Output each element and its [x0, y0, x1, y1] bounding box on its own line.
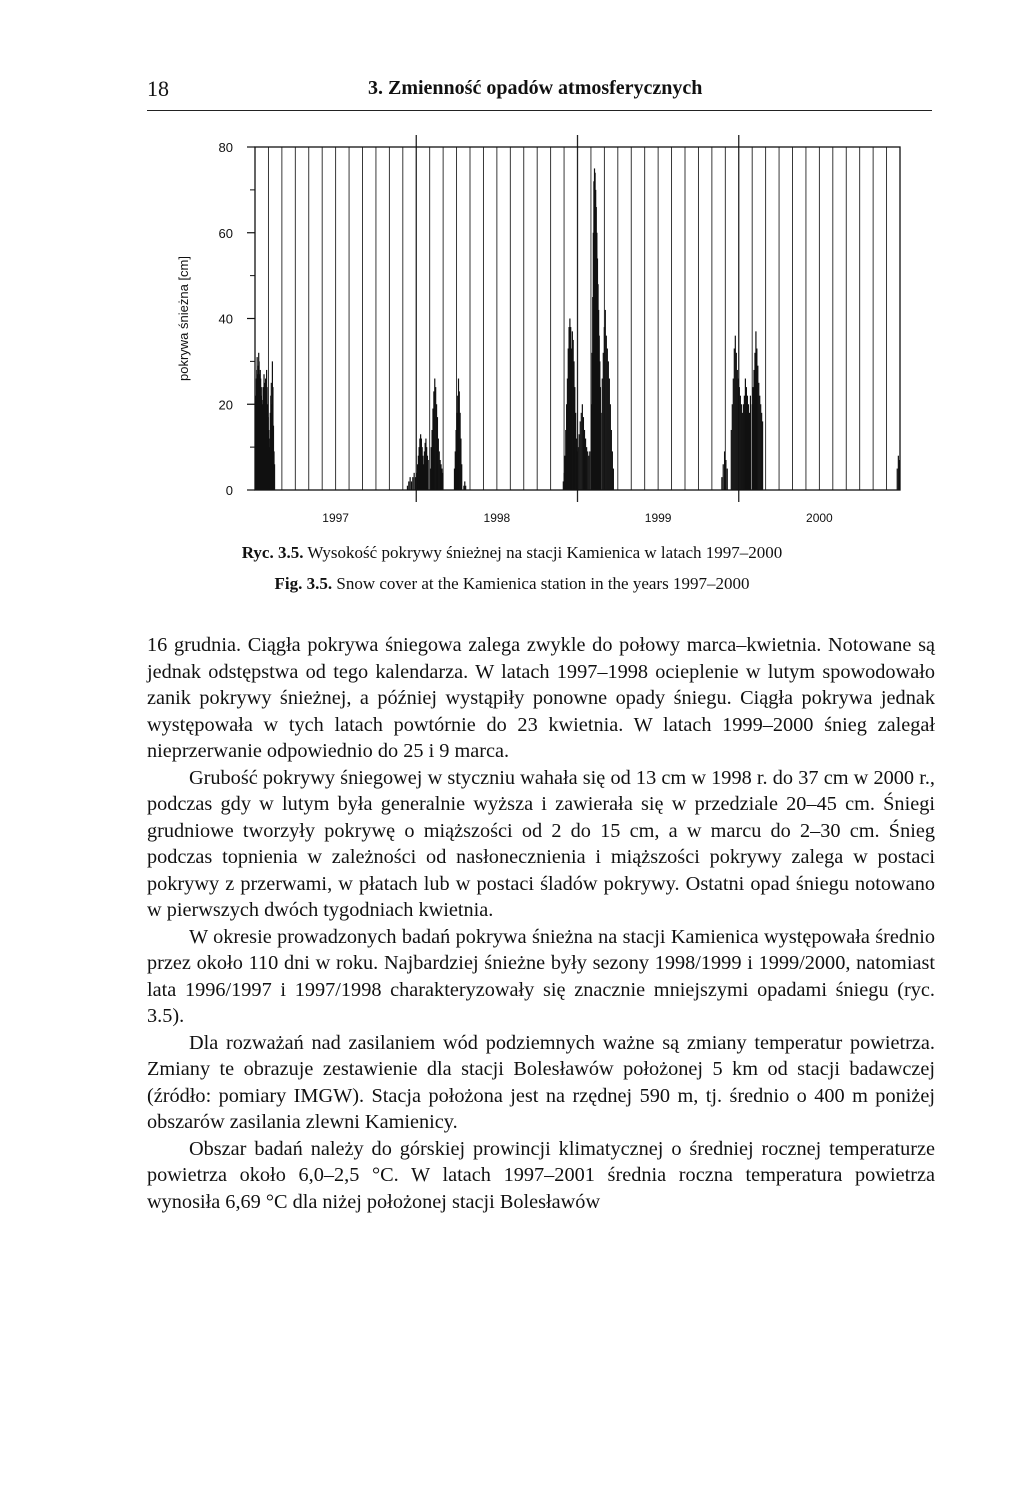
- paragraph-5: Obszar badań należy do górskiej prowincji klimatycznej o średniej rocznej temperaturze powietrza około 6,0–2,5 °C. W latach 1997–2001 średnia roczna temperatura powietrza wynosiła 6,69 °C dla niżej położonej stacji Bolesławów: [147, 1137, 935, 1213]
- figure: [160, 125, 920, 535]
- snow-depth-bar: [587, 451, 588, 490]
- x-tick-label: 1998: [483, 511, 511, 525]
- snow-depth-bar: [613, 469, 614, 490]
- caption-pl-label: Ryc. 3.5.: [241, 543, 304, 562]
- paragraph-4: Dla rozważań nad zasilaniem wód podziemnych ważne są zmiany temperatur powietrza. Zmiany te obrazuje zestawienie dla stacji Bolesławów położonej 5 km od stacji badawczej (źródło: pomiary IMGW). Stacja położona jest na rzędnej 590 m, tj. średnio o 400 m poniżej obszarów zasilania zlewni Kamienicy.: [147, 1031, 935, 1133]
- body-text: [147, 632, 935, 1215]
- snow-depth-bar: [584, 430, 585, 490]
- snow-depth-bar: [762, 421, 763, 490]
- paragraph-1: 16 grudnia. Ciągła pokrywa śniegowa zalega zwykle do połowy marca–kwietnia. Notowane są jednak odstępstwa od tego kalendarza. W latach 1997–1998 ocieplenie w lutym spowodowało zanik pokrywy śnieżnej, a później wystąpiły ponowne opady śniegu. Ciągła pokrywa jednak występowała w tych latach powtórnie do 23 kwietnia. W latach 1999–2000 śnieg zalegał nieprzerwanie odpowiednio do 25 i 9 marca.: [147, 634, 935, 762]
- page-number: 18: [147, 76, 169, 101]
- paragraph-3: W okresie prowadzonych badań pokrywa śnieżna na stacji Kamienica występowała średnio przez około 110 dni w roku. Najbardziej śnieżne były sezony 1998/1999 i 1999/2000, natomiast lata 1996/1997 i 1997/1998 charakteryzowały się znacznie mniejszymi opadami śniegu (ryc. 3.5).: [147, 925, 935, 1027]
- snow-depth-bar: [415, 477, 416, 490]
- running-title: 3. Zmienność opadów atmosferycznych: [368, 77, 703, 99]
- snow-depth-bar: [750, 396, 751, 490]
- snow-depth-bar: [583, 417, 584, 490]
- snow-cover-chart: [160, 125, 920, 535]
- snow-depth-bar: [411, 481, 412, 490]
- snow-depth-bar: [898, 456, 899, 490]
- snow-depth-bar: [414, 473, 415, 490]
- snow-depth-bar: [588, 456, 589, 490]
- y-tick-label: 40: [218, 311, 233, 327]
- snow-depth-bar: [442, 473, 443, 490]
- snow-depth-bar: [586, 447, 587, 490]
- snow-depth-bar: [589, 451, 590, 490]
- y-tick-label: 20: [218, 397, 233, 413]
- snow-depth-bar: [581, 413, 582, 490]
- x-tick-label: 2000: [806, 511, 833, 525]
- figure-caption-en: [0, 574, 1024, 594]
- y-tick-label: 80: [218, 140, 233, 155]
- y-tick-label: 60: [218, 225, 233, 241]
- snow-depth-bar: [579, 434, 580, 490]
- snow-depth-bar: [724, 451, 725, 490]
- y-tick-label: 0: [225, 483, 233, 498]
- figure-caption-pl: [0, 543, 1024, 563]
- snow-depth-bar: [412, 477, 413, 490]
- snow-depth-bar: [721, 477, 722, 490]
- x-tick-label: 1997: [322, 511, 349, 525]
- paragraph-2: Grubość pokrywy śniegowej w styczniu wahała się od 13 cm w 1998 r. do 37 cm w 2000 r., podczas gdy w lutym była generalnie wyższa i zawierała się w przedziale 20–45 cm. Śniegi grudniowe tworzyły pokrywę o miąższości od 2 do 15 cm, a w marcu do 2–30 cm. Śnieg podczas topnienia w zależności od nasłonecznienia i miąższości pokrywy zalega w postaci pokrywy z przerwami, w płatach lub w postaci śladów pokrywy. Ostatni opad śniegu notowano w pierwszych dwóch tygodniach kwietnia.: [147, 766, 935, 921]
- caption-en-label: Fig. 3.5.: [274, 574, 333, 593]
- x-tick-label: 1999: [644, 511, 672, 525]
- snow-depth-bar: [408, 481, 409, 490]
- caption-pl-text: Wysokość pokrywy śnieżnej na stacji Kamienica w latach 1997–2000: [307, 543, 783, 562]
- snow-depth-bar: [428, 460, 429, 490]
- chart-gridlines: [268, 135, 886, 502]
- header-rule: [147, 110, 932, 111]
- caption-en-text: Snow cover at the Kamienica station in the years 1997–2000: [336, 574, 750, 593]
- snow-depth-bar: [274, 464, 275, 490]
- y-axis-title: pokrywa śnieżna [cm]: [176, 256, 191, 381]
- snow-depth-bar: [410, 477, 411, 490]
- snow-depth-bar: [727, 469, 728, 490]
- snow-depth-bar: [578, 447, 579, 490]
- snow-depth-bar: [580, 421, 581, 490]
- snow-depth-bar: [725, 460, 726, 490]
- snow-depth-bar: [582, 404, 583, 490]
- snow-depth-bar: [600, 413, 601, 490]
- snow-depth-bar: [585, 439, 586, 490]
- snow-depth-bar: [723, 464, 724, 490]
- snow-depth-bar: [897, 469, 898, 490]
- snow-depth-bar: [461, 464, 462, 490]
